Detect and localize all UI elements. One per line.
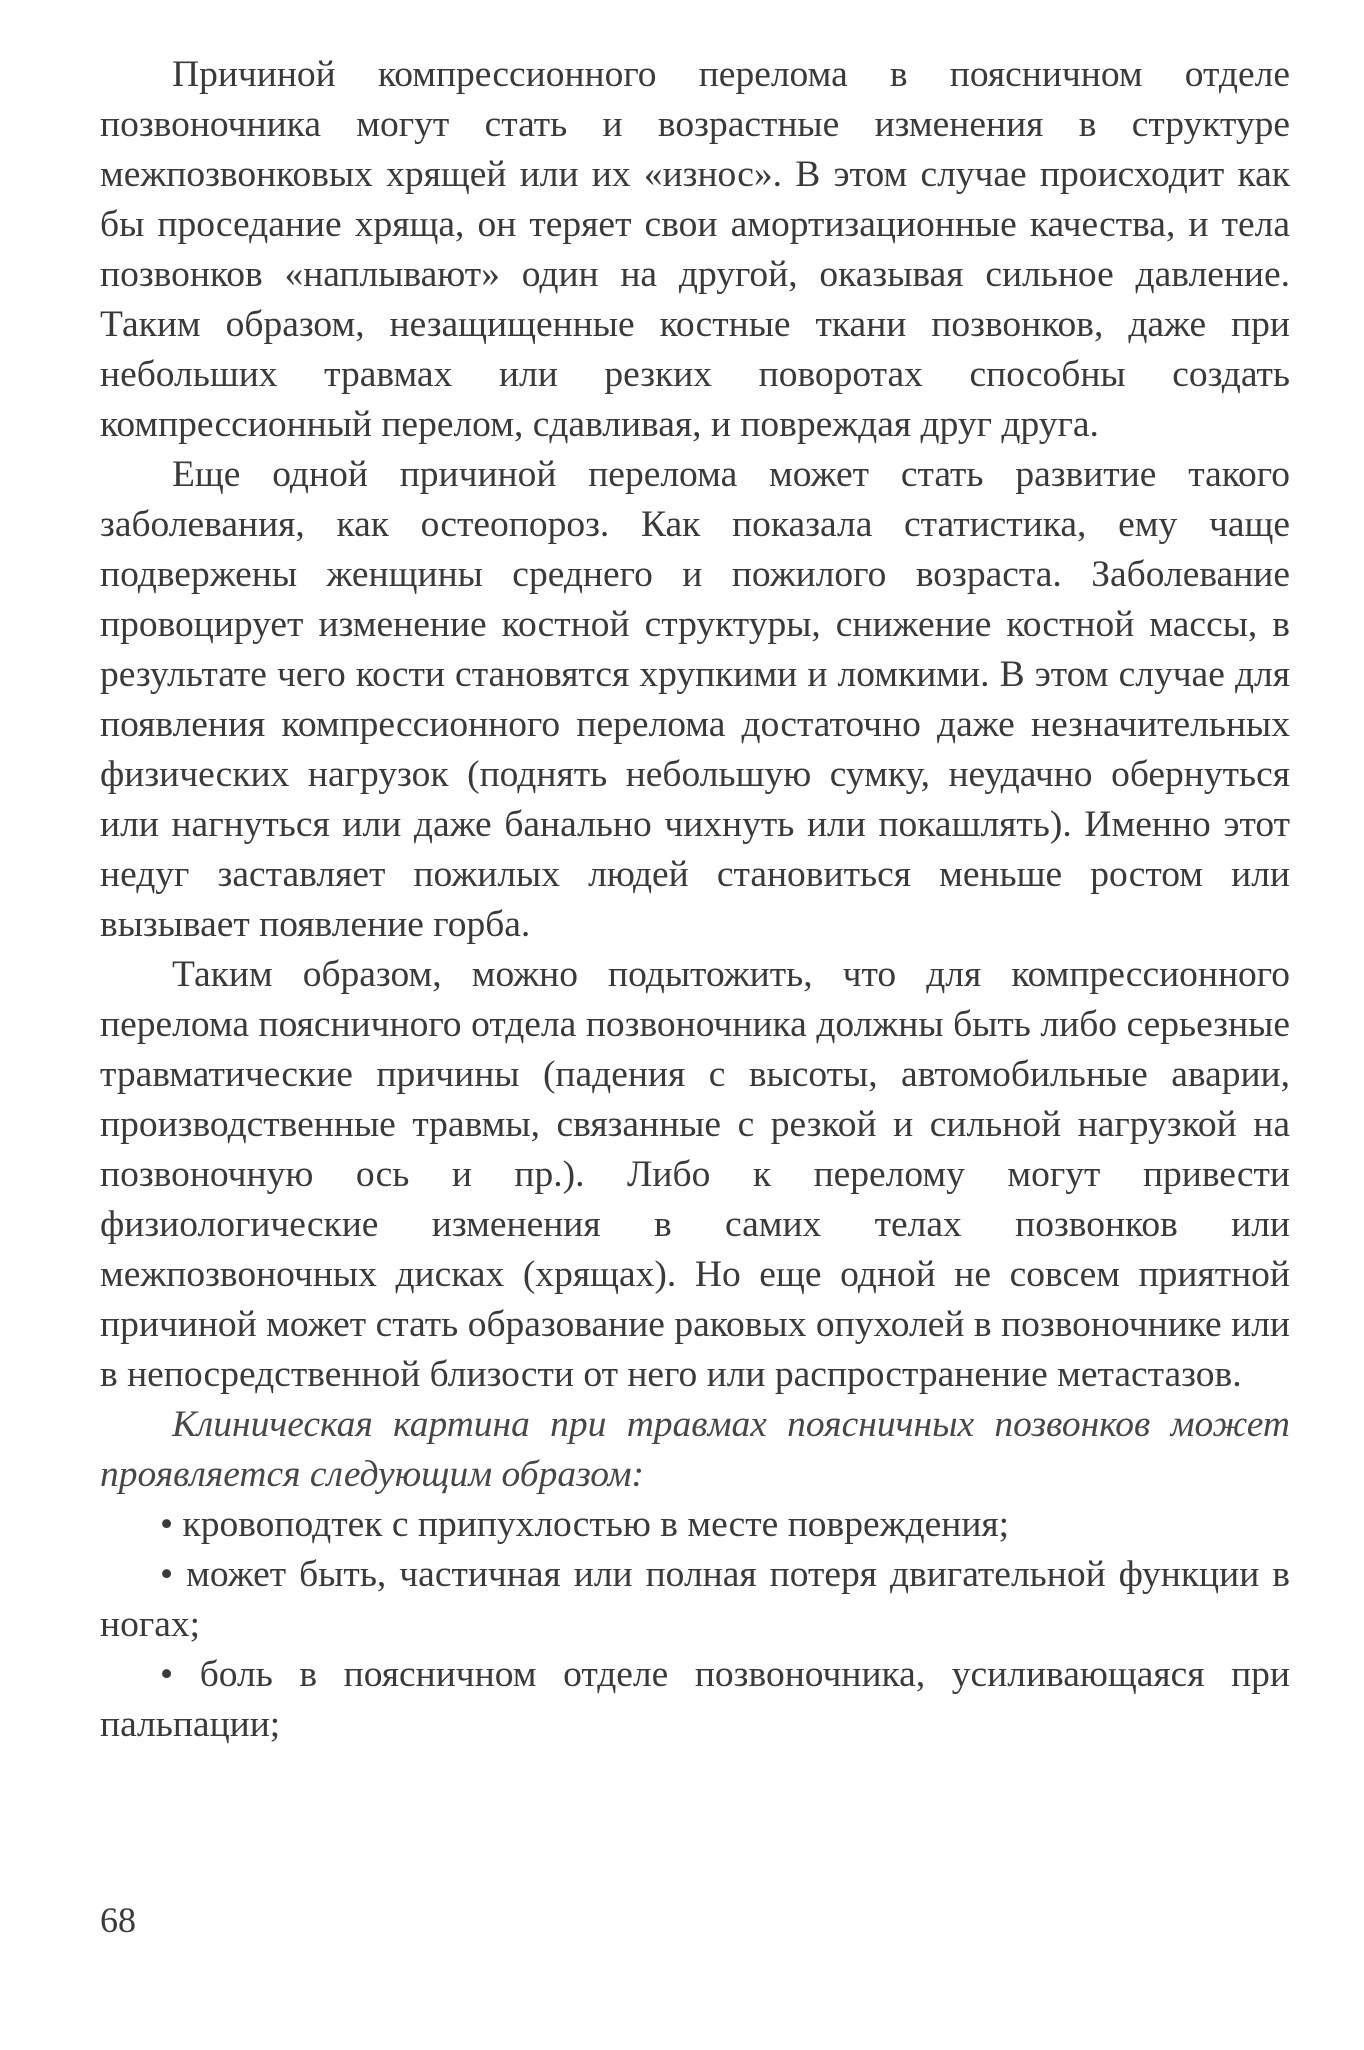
bullet-item-3: • боль в поясничном отделе позвоночника, усиливающаяся при пальпации; [100,1654,1290,1745]
paragraph-1: Причиной компрессионного перелома в поясничном отделе позвоночника могут стать и возрастные изменения в структуре межпозвонковых хрящей или их «износ». В этом случае происходит как бы проседание хряща, он теряет свои амортизационные качества, и тела позвонков «наплывают» один на другой, оказывая сильное давление. Таким образом, незащищенные костные ткани позвонков, даже при небольших травмах или резких поворотах способны создать компрессионный перелом, сдавливая, и повреждая друг друга. [100,54,1290,445]
bullet-item-2: • может быть, частичная или полная потеря двигательной функции в ногах; [100,1554,1290,1645]
paragraph-2: Еще одной причиной перелома может стать развитие такого заболевания, как остеопороз. Как показала статистика, ему чаще подвержены женщины среднего и пожилого возраста. Заболевание провоцирует изменение костной структуры, снижение костной массы, в результате чего кости становятся хрупкими и ломкими. В этом случае для появления компрессионного перелома достаточно даже незначительных физических нагрузок (поднять небольшую сумку, неудачно обернуться или нагнуться или даже банально чихнуть или покашлять). Именно этот недуг заставляет пожилых людей становиться меньше ростом или вызывает появление горба. [100,454,1290,945]
clinical-intro: Клиническая картина при травмах поясничных позвонков может проявляется следующим образом: [100,1404,1290,1495]
paragraph-3: Таким образом, можно подытожить, что для компрессионного перелома поясничного отдела позвоночника должны быть либо серьезные травматические причины (падения с высоты, автомобильные аварии, производственные травмы, связанные с резкой и сильной нагрузкой на позвоночную ось и пр.). Либо к перелому могут привести физиологические изменения в самих телах позвонков или межпозвоночных дисках (хрящах). Но еще одной не совсем приятной причиной может стать образование раковых опухолей в позвоночнике или в непосредственной близости от него или распространение метастазов. [100,954,1290,1395]
bullet-item-1: • кровоподтек с припухлостью в месте повреждения; [160,1504,1010,1545]
page-number: 68 [100,1900,136,1940]
page-body [100,50,1290,1750]
